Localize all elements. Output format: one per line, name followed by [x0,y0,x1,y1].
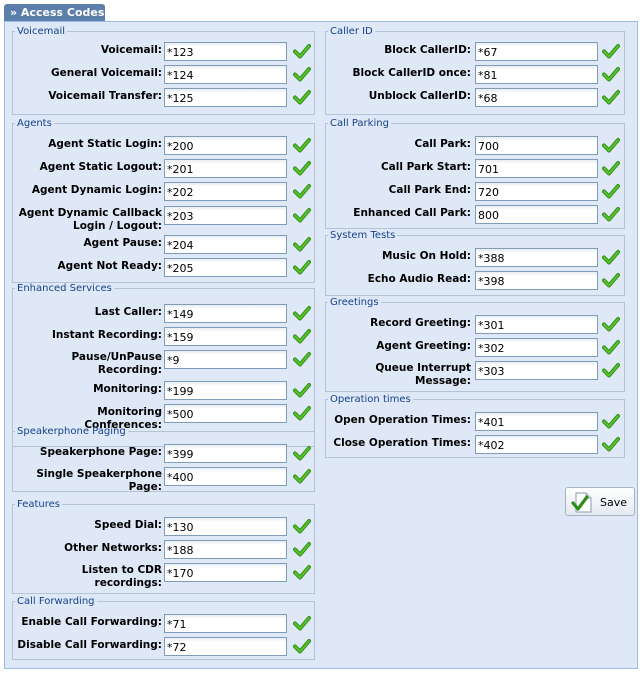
agent-static-login-label: Agent Static Login: [48,138,162,150]
check-icon [293,615,311,631]
listen-to-cdr-recordings-label-line2: recordings: [94,577,162,589]
check-icon [602,183,620,199]
agent-dynamic-callback-login-logout-label [17,207,162,233]
enhanced-services-section [12,283,315,447]
agent-dynamic-login-input[interactable] [164,182,287,201]
features-section [12,499,315,594]
voicemail-label: Voicemail: [100,44,162,56]
call-parking-section [325,118,625,229]
check-icon [293,305,311,321]
check-icon [293,445,311,461]
features-legend: Features [17,499,60,510]
speed-dial-label: Speed Dial: [94,519,162,531]
enhanced-call-park-input[interactable] [475,205,598,224]
agent-dynamic-login-label: Agent Dynamic Login: [31,184,162,196]
check-icon [602,316,620,332]
agent-dynamic-callback-login-logout-label-line2: Login / Logout: [73,220,162,232]
caller-id-section [325,26,625,115]
monitoring-conferences-label: Monitoring Conferences: [84,406,162,431]
queue-interrupt-message-input[interactable] [475,361,598,380]
queue-interrupt-message-label-line2: Message: [415,375,471,387]
listen-to-cdr-recordings-input[interactable] [164,563,287,582]
agents-legend: Agents [17,118,52,129]
echo-audio-read-label: Echo Audio Read: [367,273,471,285]
check-icon [293,638,311,654]
check-icon [293,564,311,580]
operation-times-section [325,394,625,458]
check-icon [293,183,311,199]
voicemail-section [12,26,315,115]
access-codes-panel [4,21,638,669]
agent-static-logout-label: Agent Static Logout: [39,161,162,173]
check-icon [293,541,311,557]
check-icon [602,137,620,153]
check-icon [293,351,311,367]
monitoring-label: Monitoring: [93,383,162,395]
agent-greeting-label: Agent Greeting: [376,340,471,352]
voicemail-transfer-label: Voicemail Transfer: [48,90,162,102]
record-greeting-input[interactable] [475,315,598,334]
monitoring-conferences-input[interactable] [164,404,287,423]
unblock-callerid-input[interactable] [475,88,598,107]
operation-times-legend: Operation times [330,394,411,405]
call-park-start-input[interactable] [475,159,598,178]
block-callerid-once-input[interactable] [475,65,598,84]
check-icon [293,382,311,398]
block-callerid-input[interactable] [475,42,598,61]
check-icon [293,66,311,82]
last-caller-label: Last Caller: [94,306,162,318]
open-operation-times-input[interactable] [475,412,598,431]
call-parking-legend: Call Parking [330,118,389,129]
block-callerid-once-label: Block CallerID once: [352,67,471,79]
check-icon [602,249,620,265]
system-tests-section [325,230,625,296]
save-button[interactable] [565,487,635,516]
open-operation-times-label: Open Operation Times: [334,414,471,426]
unblock-callerid-label: Unblock CallerID: [368,90,471,102]
listen-to-cdr-recordings-label-line1: Listen to CDR [81,564,162,576]
call-park-input[interactable] [475,136,598,155]
check-icon [293,137,311,153]
instant-recording-label: Instant Recording: [51,329,162,341]
disable-call-forwarding-label: Disable Call Forwarding: [17,639,162,651]
pause-unpause-recording-input[interactable] [164,350,287,369]
agent-not-ready-input[interactable] [164,258,287,277]
check-icon [293,259,311,275]
check-icon [602,362,620,378]
check-icon [293,236,311,252]
check-icon [602,206,620,222]
agent-greeting-input[interactable] [475,338,598,357]
check-icon [293,89,311,105]
speakerphone-paging-section [12,426,315,492]
other-networks-label: Other Networks: [64,542,162,554]
music-on-hold-input[interactable] [475,248,598,267]
call-park-end-label: Call Park End: [388,184,471,196]
agent-pause-input[interactable] [164,235,287,254]
block-callerid-label: Block CallerID: [384,44,471,56]
voicemail-input[interactable] [164,42,287,61]
agent-pause-label: Agent Pause: [83,237,162,249]
agent-dynamic-callback-login-logout-input[interactable] [164,206,287,225]
single-speakerphone-page-input[interactable] [164,467,287,486]
last-caller-input[interactable] [164,304,287,323]
instant-recording-input[interactable] [164,327,287,346]
caller-id-legend: Caller ID [330,26,373,37]
single-speakerphone-page-label-line1: Single Speakerphone [36,468,162,480]
agent-static-logout-input[interactable] [164,159,287,178]
check-icon [602,339,620,355]
check-icon [293,43,311,59]
check-icon [602,413,620,429]
check-icon [602,66,620,82]
general-voicemail-input[interactable] [164,65,287,84]
monitoring-input[interactable] [164,381,287,400]
queue-interrupt-message-label [330,362,471,388]
access-codes-tab[interactable]: » Access Codes [4,4,105,21]
pause-unpause-recording-label-line1: Pause/UnPause [71,351,162,363]
enable-call-forwarding-input[interactable] [164,614,287,633]
speakerphone-paging-legend: Speakerphone Paging [17,426,126,437]
enhanced-call-park-label: Enhanced Call Park: [353,207,471,219]
listen-to-cdr-recordings-label [17,564,162,590]
check-icon [293,468,311,484]
enhanced-services-legend: Enhanced Services [17,283,112,294]
call-forwarding-legend: Call Forwarding [17,596,95,607]
single-speakerphone-page-label-line2: Page: [128,481,162,493]
close-operation-times-label: Close Operation Times: [333,437,471,449]
call-park-label: Call Park: [414,138,471,150]
enable-call-forwarding-label: Enable Call Forwarding: [21,616,162,628]
pause-unpause-recording-label [17,351,162,377]
call-park-end-input[interactable] [475,182,598,201]
voicemail-transfer-input[interactable] [164,88,287,107]
echo-audio-read-input[interactable] [475,271,598,290]
check-icon [293,160,311,176]
record-greeting-label: Record Greeting: [370,317,471,329]
check-icon [293,405,311,421]
check-icon [293,518,311,534]
check-icon [602,272,620,288]
single-speakerphone-page-label [17,468,162,494]
pause-unpause-recording-label-line2: Recording: [97,364,162,376]
agents-section [12,118,315,283]
call-park-start-label: Call Park Start: [380,161,471,173]
call-forwarding-section [12,596,315,660]
greetings-legend: Greetings [330,297,379,308]
greetings-section [325,297,625,392]
save-document-icon [571,492,595,513]
check-icon [602,89,620,105]
voicemail-legend: Voicemail [17,26,66,37]
check-icon [602,436,620,452]
check-icon [293,328,311,344]
general-voicemail-label: General Voicemail: [51,67,162,79]
check-icon [602,160,620,176]
close-operation-times-input[interactable] [475,435,598,454]
other-networks-input[interactable] [164,540,287,559]
agent-dynamic-callback-login-logout-label-line1: Agent Dynamic Callback [18,207,162,219]
save-label: Save [600,496,628,509]
speakerphone-page-label: Speakerphone Page: [39,446,162,458]
check-icon [293,207,311,223]
system-tests-legend: System Tests [330,230,396,241]
agent-static-login-input[interactable] [164,136,287,155]
agent-not-ready-label: Agent Not Ready: [57,260,162,272]
speakerphone-page-input[interactable] [164,444,287,463]
music-on-hold-label: Music On Hold: [381,250,471,262]
queue-interrupt-message-label-line1: Queue Interrupt [375,362,471,374]
check-icon [602,43,620,59]
disable-call-forwarding-input[interactable] [164,637,287,656]
speed-dial-input[interactable] [164,517,287,536]
